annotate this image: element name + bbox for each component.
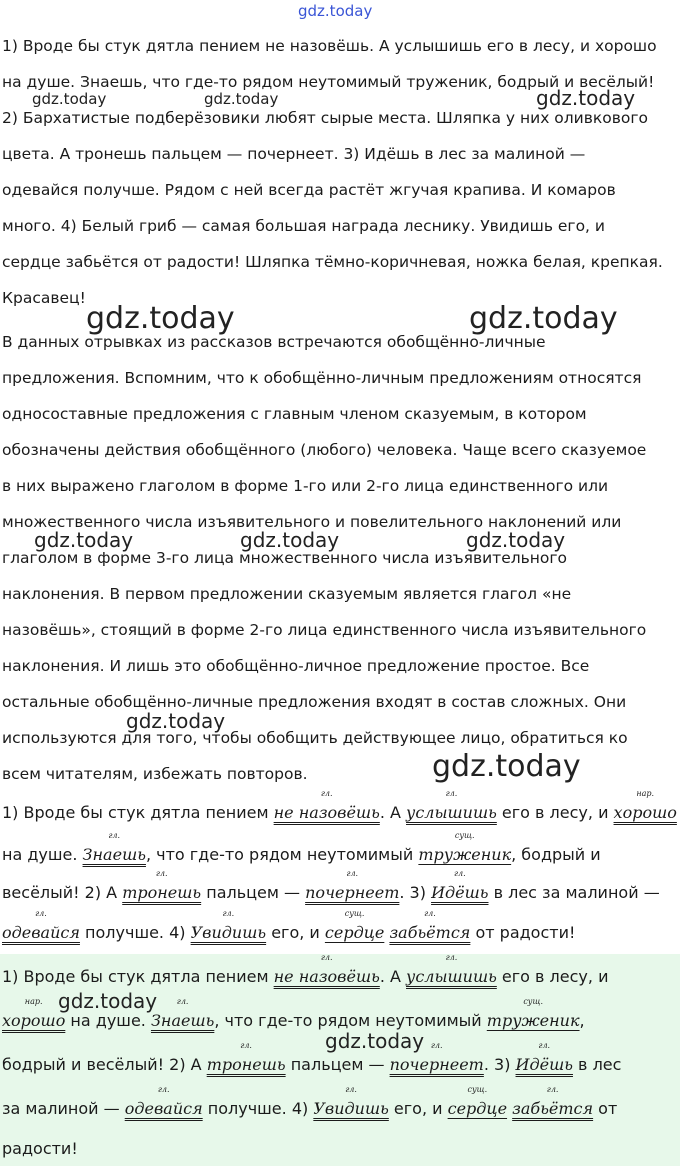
text-run: труженик (418, 845, 512, 864)
predicate (313, 1085, 389, 1120)
part-of-speech-label: гл. (320, 953, 333, 962)
watermark: gdz.today (466, 528, 566, 552)
predicate (150, 997, 215, 1032)
text-run: его, и (266, 923, 325, 942)
subject (324, 909, 385, 944)
part-of-speech-label: гл. (445, 789, 458, 798)
text-run: Знаешь (150, 1011, 215, 1030)
predicate (206, 1041, 286, 1076)
watermark: gdz.today (32, 90, 107, 108)
part-of-speech-label: гл. (222, 909, 235, 918)
predicate (273, 953, 380, 988)
part-of-speech-label: сущ. (344, 909, 365, 918)
predicate (389, 909, 471, 944)
text-run: пальцем — (201, 883, 306, 902)
part-of-speech-label: гл. (538, 1041, 551, 1050)
text-run: пальцем — (285, 1055, 390, 1074)
predicate (122, 869, 202, 904)
predicate (431, 869, 489, 904)
text-line: глаголом в форме 3-го лица множественного числа изъявительного (2, 549, 568, 567)
analysis-line (2, 953, 609, 988)
watermark: gdz.today (469, 301, 618, 336)
text-run: услышишь (406, 803, 497, 822)
text-run: одевайся (124, 1099, 203, 1118)
text-run: Знаешь (82, 845, 146, 864)
text-line: много. 4) Белый гриб — самая большая награда леснику. Увидишь его, и (2, 217, 605, 235)
predicate (124, 1085, 203, 1120)
text-run: за малиной — (2, 1099, 125, 1118)
text-run: в лес за малиной — (488, 883, 660, 902)
text-run: почернеет (305, 883, 400, 902)
part-of-speech-label: гл. (424, 909, 436, 918)
text-run: на душе. (2, 845, 83, 864)
part-of-speech-label: гл. (453, 869, 466, 878)
part-of-speech-label: сущ. (523, 997, 543, 1006)
watermark: gdz.today (86, 301, 235, 336)
text-run: Идёшь (515, 1055, 573, 1074)
text-run: . А (379, 803, 407, 822)
text-run: . 3) (483, 1055, 516, 1074)
part-of-speech-label: гл. (35, 909, 47, 918)
text-run: от (593, 1099, 618, 1118)
predicate (406, 789, 497, 824)
predicate (82, 831, 146, 866)
part-of-speech-label: гл. (176, 997, 189, 1006)
watermark: gdz.today (325, 1029, 425, 1053)
text-run: , что где-то рядом неутомимый (145, 845, 419, 864)
subject (447, 1085, 508, 1120)
part-of-speech-label: гл. (345, 1085, 357, 1094)
text-run: радости! (2, 1139, 78, 1158)
text-run: тронешь (122, 883, 202, 902)
text-line: 2) Бархатистые подберёзовики любят сырые места. Шляпка у них оливкового (2, 109, 648, 127)
part-of-speech-label: нар. (24, 997, 43, 1006)
watermark: gdz.today (432, 749, 581, 784)
watermark: gdz.today (34, 528, 134, 552)
text-run: забьётся (389, 923, 471, 942)
text-run: не назовёшь (273, 803, 380, 822)
text-line: В данных отрывках из рассказов встречаются обобщённо-личные (2, 333, 546, 351)
part-of-speech-label: гл. (157, 1085, 170, 1094)
text-run: сердце (447, 1099, 508, 1118)
text-run: весёлый! 2) А (2, 883, 123, 902)
text-run: Увидишь (190, 923, 267, 942)
part-of-speech-label: нар. (636, 789, 655, 798)
predicate (190, 909, 267, 944)
part-of-speech-label: гл. (108, 831, 121, 840)
text-line: предложения. Вспомним, что к обобщённо-личным предложениям относятся (2, 369, 642, 387)
watermark: gdz.today (240, 528, 340, 552)
text-run: Увидишь (313, 1099, 389, 1118)
text-line: всем читателям, избежать повторов. (2, 765, 308, 783)
predicate (389, 1041, 484, 1076)
predicate (2, 909, 80, 944)
analysis-line (2, 1138, 78, 1160)
watermark: gdz.today (58, 989, 158, 1013)
text-run: Идёшь (431, 883, 489, 902)
predicate (515, 1041, 573, 1076)
text-run: хорошо (2, 1011, 66, 1030)
text-line: множественного числа изъявительного и повелительного наклонений или (2, 513, 622, 531)
watermark-top: gdz.today (298, 2, 373, 20)
analysis-line (2, 789, 677, 824)
text-run: сердце (324, 923, 385, 942)
analysis-line (2, 909, 576, 944)
text-run: не назовёшь (273, 967, 380, 986)
part-of-speech-label: гл. (155, 869, 168, 878)
text-run: его в лесу, и (496, 967, 609, 986)
text-line: одевайся получше. Рядом с ней всегда растёт жгучая крапива. И комаров (2, 181, 616, 199)
text-run: 1) Вроде бы стук дятла пением (2, 803, 274, 822)
text-line: обозначены действия обобщённого (любого) человека. Чаще всего сказуемое (2, 441, 647, 459)
text-run: . А (379, 967, 407, 986)
predicate-adverb (2, 997, 66, 1032)
part-of-speech-label: гл. (240, 1041, 252, 1050)
watermark: gdz.today (204, 90, 279, 108)
text-run: от радости! (470, 923, 576, 942)
analysis-line (2, 831, 601, 866)
part-of-speech-label: гл. (346, 869, 359, 878)
text-run: его, и (388, 1099, 448, 1118)
part-of-speech-label: гл. (430, 1041, 443, 1050)
text-line: Красавец! (2, 289, 86, 307)
text-line: односоставные предложения с главным членом сказуемым, в котором (2, 405, 587, 423)
text-run: его в лесу, и (496, 803, 614, 822)
text-run: бодрый и весёлый! 2) А (2, 1055, 207, 1074)
text-line: 1) Вроде бы стук дятла пением не назовёшь. А услышишь его в лесу, и хорошо (2, 37, 657, 55)
text-run: получше. 4) (202, 1099, 314, 1118)
text-run: услышишь (406, 967, 497, 986)
text-run: , бодрый и (511, 845, 601, 864)
predicate (305, 869, 400, 904)
text-run: получше. 4) (79, 923, 191, 942)
text-line: на душе. Знаешь, что где-то рядом неутомимый труженик, бодрый и весёлый! (2, 73, 655, 91)
part-of-speech-label: сущ. (467, 1085, 488, 1094)
part-of-speech-label: гл. (546, 1085, 559, 1094)
text-run: . 3) (399, 883, 432, 902)
part-of-speech-label: сущ. (454, 831, 475, 840)
analysis-line (2, 869, 660, 904)
text-line: наклонения. И лишь это обобщённо-личное предложение простое. Все (2, 657, 590, 675)
predicate-adverb (613, 789, 677, 824)
text-run: труженик (486, 1011, 580, 1030)
text-run: , (579, 1011, 585, 1030)
text-line: сердце забьётся от радости! Шляпка тёмно-коричневая, ножка белая, крепкая. (2, 253, 663, 271)
predicate (406, 953, 497, 988)
text-run: на душе. (65, 1011, 151, 1030)
watermark: gdz.today (536, 86, 636, 110)
text-line: в них выражено глаголом в форме 1-го или 2-го лица единственного или (2, 477, 609, 495)
text-line: наклонения. В первом предложении сказуемым является глагол «не (2, 585, 572, 603)
text-run: в лес (572, 1055, 622, 1074)
text-run: тронешь (206, 1055, 286, 1074)
watermark: gdz.today (126, 709, 226, 733)
analysis-line (2, 1085, 618, 1120)
text-run: почернеет (389, 1055, 484, 1074)
text-line: остальные обобщённо-личные предложения входят в состав сложных. Они (2, 693, 627, 711)
text-run: , что где-то рядом неутомимый (214, 1011, 487, 1030)
predicate (512, 1085, 594, 1120)
predicate (273, 789, 380, 824)
text-line: назовёшь», стоящий в форме 2-го лица единственного числа изъявительного (2, 621, 647, 639)
part-of-speech-label: гл. (445, 953, 458, 962)
text-run: 1) Вроде бы стук дятла пением (2, 967, 274, 986)
subject (486, 997, 580, 1032)
text-run: хорошо (613, 803, 677, 822)
text-line: цвета. А тронешь пальцем — почернеет. 3) Идёшь в лес за малиной — (2, 145, 586, 163)
text-run: одевайся (2, 923, 80, 942)
text-line: используются для того, чтобы обобщить действующее лицо, обратиться ко (2, 729, 628, 747)
text-run: забьётся (512, 1099, 594, 1118)
subject (418, 831, 512, 866)
part-of-speech-label: гл. (320, 789, 333, 798)
